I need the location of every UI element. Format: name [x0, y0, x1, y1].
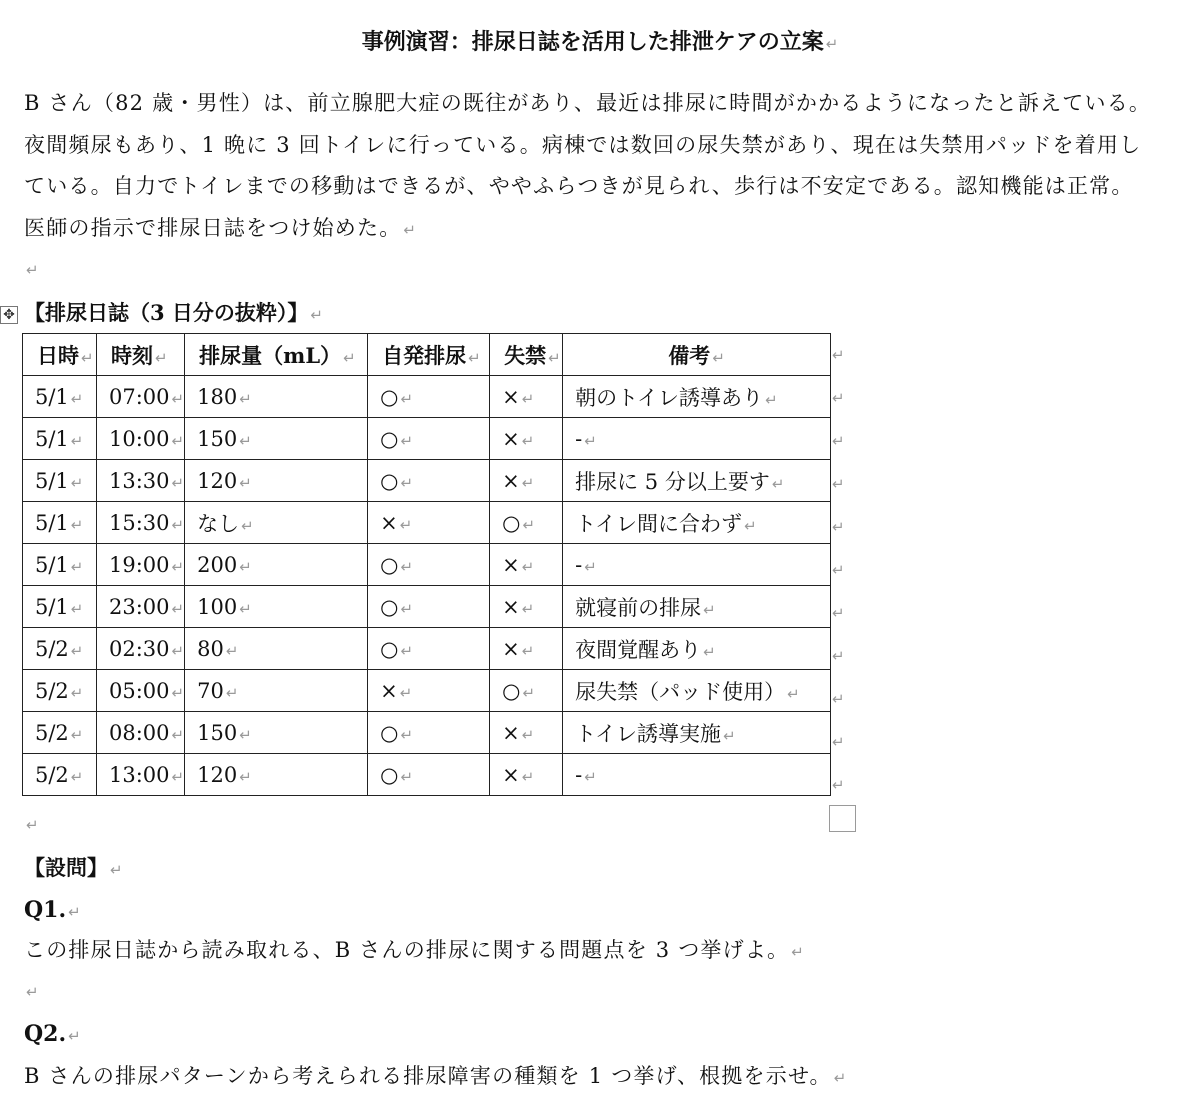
row-end-mark: ↵ [832, 647, 845, 665]
header-cell-volume: 排尿量（mL） ↵ [185, 334, 368, 376]
table-body [23, 376, 831, 796]
row-end-mark: ↵ [832, 690, 845, 708]
cell-incontinence: ○ ↵ [490, 670, 563, 712]
row-end-mark: ↵ [832, 475, 845, 493]
cell-date: 5/2 ↵ [23, 670, 97, 712]
row-end-mark: ↵ [832, 518, 845, 536]
header-cell-spontaneous: 自発排尿 ↵ [368, 334, 490, 376]
row-end-mark: ↵ [832, 389, 845, 407]
cell-time: 19:00 ↵ [97, 544, 185, 586]
cell-remarks: 就寝前の排尿 ↵ [563, 586, 831, 628]
cell-time: 05:00 ↵ [97, 670, 185, 712]
cell-incontinence: × ↵ [490, 418, 563, 460]
cell-remarks: トイレ誘導実施 ↵ [563, 712, 831, 754]
table-row [23, 586, 831, 628]
cell-remarks: 朝のトイレ誘導あり ↵ [563, 376, 831, 418]
table-row [23, 460, 831, 502]
cell-remarks: 排尿に 5 分以上要す ↵ [563, 460, 831, 502]
cell-spontaneous: ○ ↵ [368, 418, 490, 460]
cell-remarks: - ↵ [563, 418, 831, 460]
case-description: B さん（82 歳・男性）は、前立腺肥大症の既往があり、最近は排尿に時間がかかるようになったと訴えている。夜間頻尿もあり、1 晩に 3 回トイレに行っている。病棟では数回の尿失禁があり、現在は失禁用パッドを着用している。自力でトイレまでの移動はできるが、ややふらつきが見られ、歩行は不安定である。認知機能は正常。医師の指示で排尿日誌をつけ始めた。 ↵ [24, 91, 1152, 240]
cell-date: 5/1 ↵ [23, 586, 97, 628]
cell-spontaneous: × ↵ [368, 502, 490, 544]
cell-remarks: トイレ間に合わず ↵ [563, 502, 831, 544]
table-row [23, 544, 831, 586]
cell-time: 13:00 ↵ [97, 754, 185, 796]
cell-remarks: 夜間覚醒あり ↵ [563, 628, 831, 670]
cell-spontaneous: ○ ↵ [368, 628, 490, 670]
cell-incontinence: × ↵ [490, 544, 563, 586]
cell-volume: 120 ↵ [185, 754, 368, 796]
empty-paragraph: ↵ [26, 261, 39, 279]
question-2-label: Q2. ↵ [24, 1021, 81, 1047]
cell-volume: 180 ↵ [185, 376, 368, 418]
question-1-text: この排尿日誌から読み取れる、B さんの排尿に関する問題点を 3 つ挙げよ。 ↵ [24, 938, 805, 962]
cell-time: 15:30 ↵ [97, 502, 185, 544]
document-title: 事例演習：排尿日誌を活用した排泄ケアの立案 ↵ [361, 29, 839, 55]
table-row [23, 628, 831, 670]
cell-incontinence: × ↵ [490, 460, 563, 502]
cell-volume: 120 ↵ [185, 460, 368, 502]
cell-spontaneous: ○ ↵ [368, 712, 490, 754]
cell-incontinence: × ↵ [490, 712, 563, 754]
cell-date: 5/2 ↵ [23, 712, 97, 754]
paragraph-mark: ↵ [403, 220, 418, 239]
urination-diary-table [22, 333, 831, 796]
cell-spontaneous: ○ ↵ [368, 544, 490, 586]
cell-time: 02:30 ↵ [97, 628, 185, 670]
cell-spontaneous: ○ ↵ [368, 460, 490, 502]
cell-time: 23:00 ↵ [97, 586, 185, 628]
table-row [23, 754, 831, 796]
cell-volume: 200 ↵ [185, 544, 368, 586]
row-end-mark: ↵ [832, 432, 845, 450]
cell-volume: 100 ↵ [185, 586, 368, 628]
cell-volume: なし ↵ [185, 502, 368, 544]
cell-incontinence: × ↵ [490, 586, 563, 628]
cell-remarks: - ↵ [563, 754, 831, 796]
paragraph-mark: ↵ [825, 35, 839, 53]
cell-time: 07:00 ↵ [97, 376, 185, 418]
header-cell-incontinence: 失禁 ↵ [490, 334, 563, 376]
cell-remarks: - ↵ [563, 544, 831, 586]
table-header-row [23, 334, 831, 376]
row-end-marks [830, 333, 850, 806]
header-cell-time: 時刻 ↵ [97, 334, 185, 376]
row-end-mark: ↵ [832, 561, 845, 579]
cell-volume: 70 ↵ [185, 670, 368, 712]
header-cell-remarks: 備考 ↵ [563, 334, 831, 376]
cell-date: 5/1 ↵ [23, 460, 97, 502]
cell-date: 5/2 ↵ [23, 754, 97, 796]
cell-incontinence: × ↵ [490, 754, 563, 796]
questions-heading: 【設問】 ↵ [24, 855, 123, 880]
paragraph-mark: ↵ [310, 306, 323, 324]
cell-date: 5/1 ↵ [23, 376, 97, 418]
table-row [23, 670, 831, 712]
cell-time: 08:00 ↵ [97, 712, 185, 754]
question-1-label: Q1. ↵ [24, 897, 81, 923]
table-row [23, 502, 831, 544]
cell-time: 13:30 ↵ [97, 460, 185, 502]
question-2-text: B さんの排尿パターンから考えられる排尿障害の種類を 1 つ挙げ、根拠を示せ。 ↵ [24, 1064, 848, 1088]
cell-incontinence: × ↵ [490, 376, 563, 418]
empty-paragraph: ↵ [26, 983, 39, 1001]
cell-incontinence: ○ ↵ [490, 502, 563, 544]
cell-spontaneous: × ↵ [368, 670, 490, 712]
cell-time: 10:00 ↵ [97, 418, 185, 460]
table-move-handle-icon[interactable]: ✥ [0, 306, 18, 324]
cell-date: 5/2 ↵ [23, 628, 97, 670]
table-row [23, 418, 831, 460]
row-end-mark: ↵ [832, 776, 845, 794]
header-cell-date: 日時 ↵ [23, 334, 97, 376]
cell-date: 5/1 ↵ [23, 418, 97, 460]
cell-volume: 80 ↵ [185, 628, 368, 670]
row-end-mark: ↵ [832, 604, 845, 622]
cell-remarks: 尿失禁（パッド使用） ↵ [563, 670, 831, 712]
row-end-mark: ↵ [832, 733, 845, 751]
cell-volume: 150 ↵ [185, 712, 368, 754]
cell-spontaneous: ○ ↵ [368, 754, 490, 796]
cell-date: 5/1 ↵ [23, 502, 97, 544]
cell-volume: 150 ↵ [185, 418, 368, 460]
diary-heading: 【排尿日誌（3 日分の抜粋）】 ↵ [24, 300, 323, 325]
cell-date: 5/1 ↵ [23, 544, 97, 586]
paragraph-mark: ↵ [110, 861, 123, 879]
table-row [23, 712, 831, 754]
empty-paragraph: ↵ [26, 816, 39, 834]
row-end-mark: ↵ [832, 346, 845, 364]
cell-incontinence: × ↵ [490, 628, 563, 670]
cell-spontaneous: ○ ↵ [368, 586, 490, 628]
table-resize-handle[interactable] [829, 805, 856, 832]
table-row [23, 376, 831, 418]
cell-spontaneous: ○ ↵ [368, 376, 490, 418]
